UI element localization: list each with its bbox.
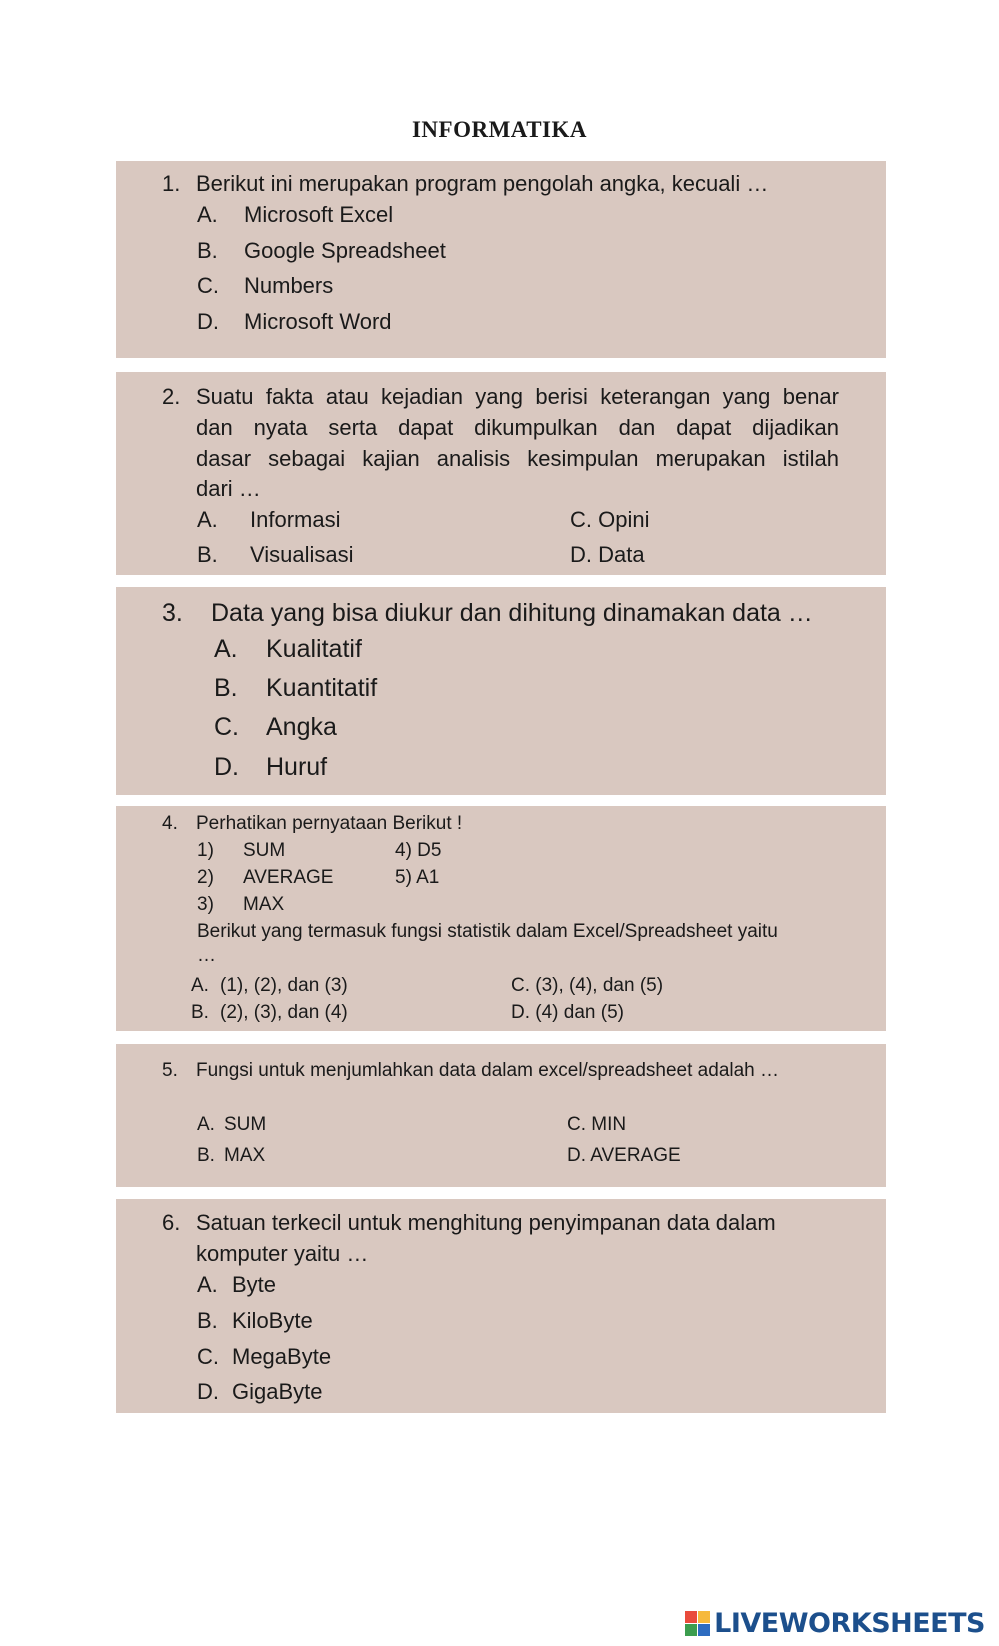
- q3-question: Data yang bisa diukur dan dihitung dinamakan data …: [211, 599, 813, 627]
- question-4-card: [116, 806, 886, 1031]
- q3-option-d-letter: D.: [214, 753, 239, 781]
- q1-option-c[interactable]: Numbers: [244, 273, 334, 298]
- q1-option-d-letter: D.: [197, 309, 219, 334]
- q4-prompt-cont: …: [197, 945, 216, 966]
- q2-option-a[interactable]: Informasi: [250, 507, 341, 532]
- q2-question-line-3: dasar sebagai kajian analisis kesimpulan merupakan istilah: [196, 446, 839, 471]
- q1-question: Berikut ini merupakan program pengolah angka, kecuali …: [196, 171, 769, 196]
- q3-option-a[interactable]: Kualitatif: [266, 635, 362, 663]
- q4-item-5: 5) A1: [395, 867, 440, 888]
- question-1-card: [116, 161, 886, 358]
- q3-option-c[interactable]: Angka: [266, 713, 337, 741]
- q4-option-b-letter: B.: [191, 1002, 209, 1023]
- q3-option-b[interactable]: Kuantitatif: [266, 674, 378, 702]
- q4-item-4: 4) D5: [395, 840, 442, 861]
- q4-item-1: SUM: [243, 840, 286, 861]
- q3-option-d[interactable]: Huruf: [266, 753, 328, 781]
- q3-option-c-letter: C.: [214, 713, 239, 741]
- q4-item-3: MAX: [243, 894, 285, 915]
- q4-item-2: AVERAGE: [243, 867, 334, 888]
- q5-option-d[interactable]: D. AVERAGE: [567, 1145, 681, 1166]
- q5-number: 5.: [162, 1060, 178, 1081]
- q6-option-d-letter: D.: [197, 1379, 219, 1404]
- question-3-card: [116, 587, 886, 795]
- q2-option-c[interactable]: C. Opini: [570, 507, 650, 532]
- q2-question-line-2: dan nyata serta dapat dikumpulkan dan dapat dijadikan: [196, 415, 839, 440]
- q4-item-2-num: 2): [197, 867, 214, 888]
- q2-option-d[interactable]: D. Data: [570, 542, 645, 567]
- logo-square-green: [685, 1624, 697, 1636]
- liveworksheets-logo[interactable]: [685, 1608, 985, 1638]
- q1-option-a[interactable]: Microsoft Excel: [244, 202, 394, 227]
- q6-number: 6.: [162, 1210, 181, 1235]
- question-5-card: [116, 1044, 886, 1187]
- q6-option-c[interactable]: MegaByte: [232, 1344, 332, 1369]
- q4-option-a[interactable]: (1), (2), dan (3): [220, 975, 348, 996]
- q2-number: 2.: [162, 384, 181, 409]
- q6-option-b-letter: B.: [197, 1308, 218, 1333]
- q5-option-b-letter: B.: [197, 1145, 215, 1166]
- q6-option-b[interactable]: KiloByte: [232, 1308, 313, 1333]
- q3-option-a-letter: A.: [214, 635, 238, 663]
- q2-option-b[interactable]: Visualisasi: [250, 542, 354, 567]
- q5-question: Fungsi untuk menjumlahkan data dalam excel/spreadsheet adalah …: [196, 1060, 780, 1081]
- q6-option-a-letter: A.: [197, 1272, 218, 1297]
- q2-option-a-letter: A.: [197, 507, 218, 532]
- question-2-card: [116, 372, 886, 575]
- liveworksheets-logo-text: LIVEWORKSHEETS: [714, 1607, 985, 1639]
- q2-option-b-letter: B.: [197, 542, 218, 567]
- q6-option-c-letter: C.: [197, 1344, 219, 1369]
- page-title: INFORMATIKA: [411, 117, 587, 142]
- q5-option-c[interactable]: C. MIN: [567, 1114, 627, 1135]
- q5-option-a[interactable]: SUM: [224, 1114, 267, 1135]
- logo-square-yellow: [698, 1611, 710, 1623]
- q1-number: 1.: [162, 171, 181, 196]
- q6-question-line-1: Satuan terkecil untuk menghitung penyimpanan data dalam: [196, 1210, 776, 1235]
- q1-option-b[interactable]: Google Spreadsheet: [244, 238, 446, 263]
- q6-option-d[interactable]: GigaByte: [232, 1379, 323, 1404]
- q4-option-d[interactable]: D. (4) dan (5): [511, 1002, 624, 1023]
- q2-question-line-4: dari …: [196, 476, 261, 501]
- q4-option-c[interactable]: C. (3), (4), dan (5): [511, 975, 664, 996]
- q1-option-a-letter: A.: [197, 202, 218, 227]
- q4-option-b[interactable]: (2), (3), dan (4): [220, 1002, 348, 1023]
- logo-square-blue: [698, 1624, 710, 1636]
- q1-option-b-letter: B.: [197, 238, 218, 263]
- q3-number: 3.: [162, 599, 183, 627]
- liveworksheets-logo-icon: [685, 1611, 710, 1636]
- q5-option-a-letter: A.: [197, 1114, 215, 1135]
- q4-question: Perhatikan pernyataan Berikut !: [196, 813, 463, 834]
- q4-item-3-num: 3): [197, 894, 214, 915]
- q4-item-1-num: 1): [197, 840, 214, 861]
- q2-question-line-1: Suatu fakta atau kejadian yang berisi keterangan yang benar: [196, 384, 839, 409]
- q1-option-c-letter: C.: [197, 273, 219, 298]
- q4-prompt: Berikut yang termasuk fungsi statistik dalam Excel/Spreadsheet yaitu: [197, 921, 778, 942]
- q6-option-a[interactable]: Byte: [232, 1272, 277, 1297]
- q5-option-b[interactable]: MAX: [224, 1145, 266, 1166]
- q3-option-b-letter: B.: [214, 674, 238, 702]
- q6-question-line-2: komputer yaitu …: [196, 1241, 369, 1266]
- q4-option-a-letter: A.: [191, 975, 209, 996]
- q4-number: 4.: [162, 813, 178, 834]
- question-6-card: [116, 1199, 886, 1413]
- q1-option-d[interactable]: Microsoft Word: [244, 309, 392, 334]
- logo-square-red: [685, 1611, 697, 1623]
